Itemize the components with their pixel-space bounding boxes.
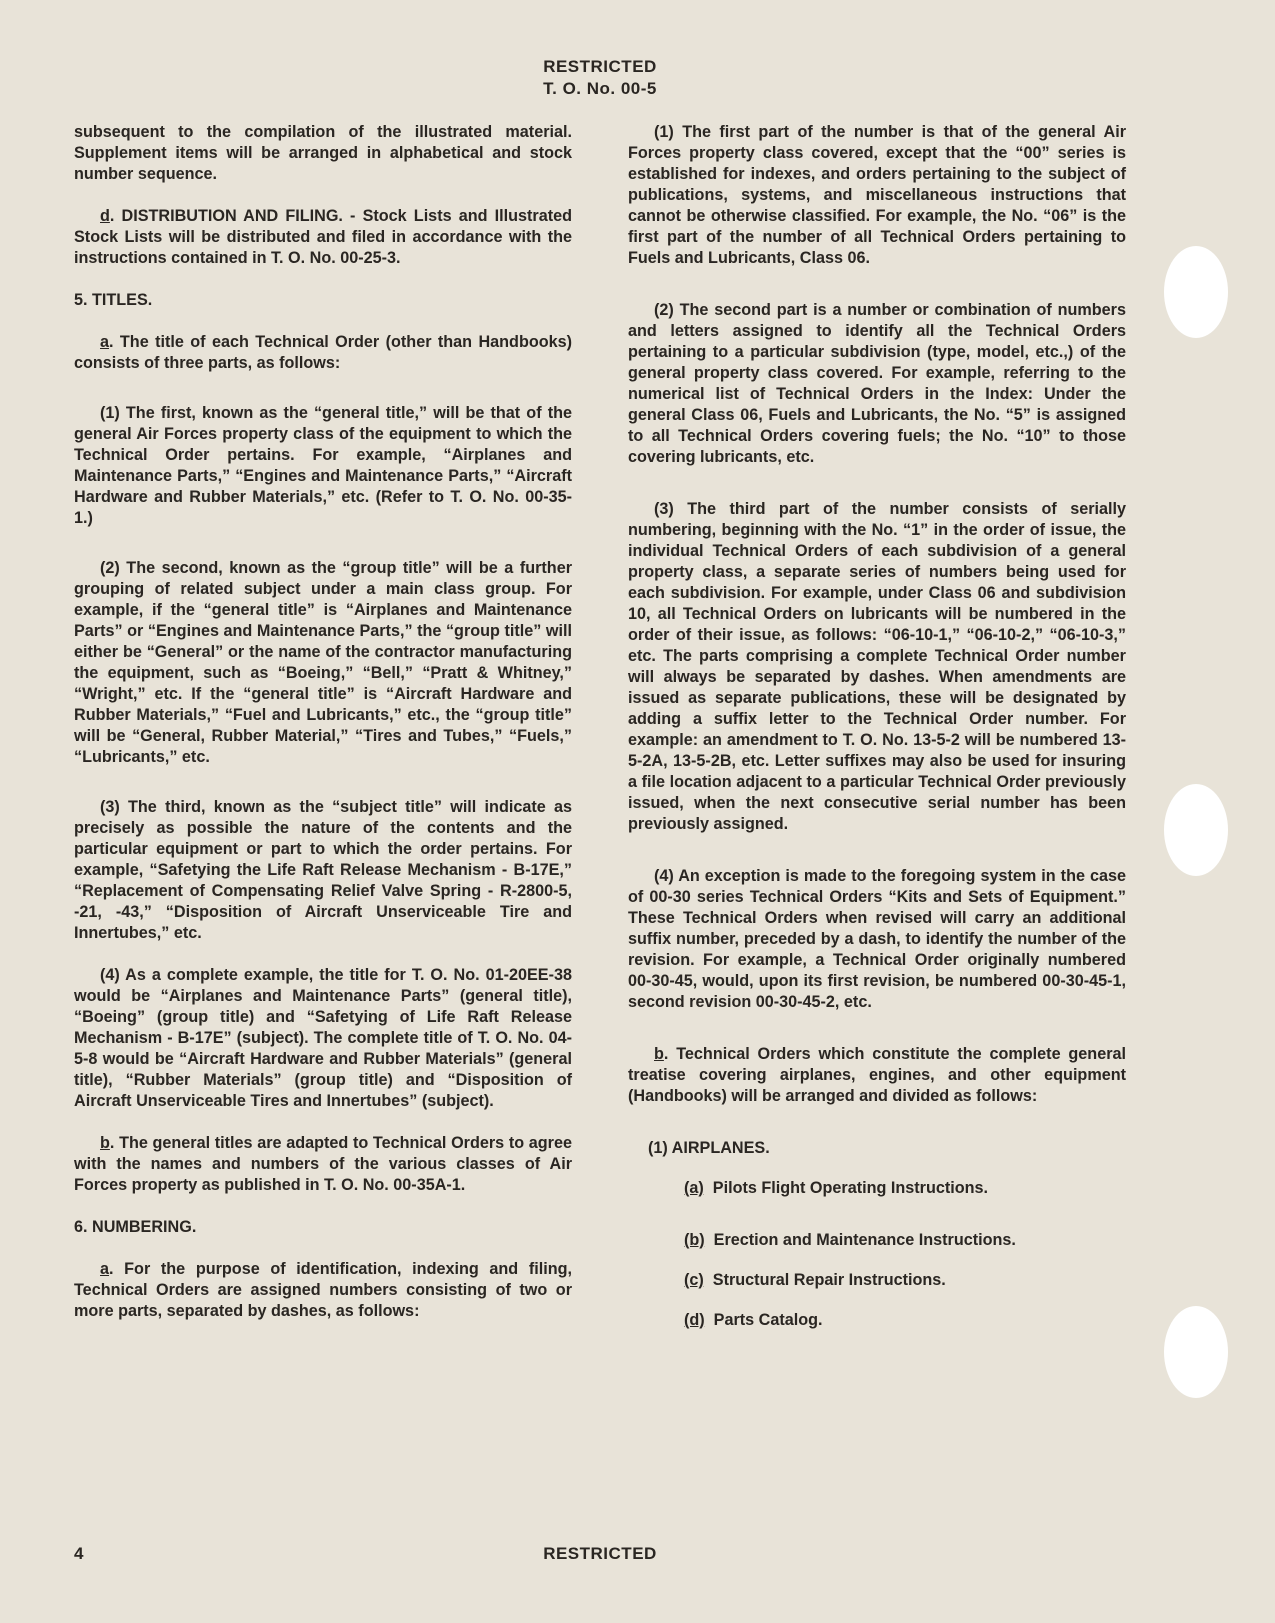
paragraph-complete-example: (4) As a complete example, the title for T. O. No. 01-20EE-38 would be “Airplanes and Maintenance Parts” (general title), “Boeing” (group title) and “Safetying of Life Raft Release Mechanism - B-17E” (subject). The complete title of T. O. No. 04-5-8 would be “Aircraft Hardware and Rubber Materials” (general title), “Rubber Materials” (group title) and “Disposition of Aircraft Unserviceable Tires and Innertubes” (subject). xyxy=(74,966,572,1110)
header-to-number: T. O. No. 00-5 xyxy=(543,79,657,98)
paragraph-first-part: (1) The first part of the number is that of the general Air Forces property class covered, except that the “00” series is established for indexes, and orders pertaining to the subject of publications, systems, and miscellaneous instructions that cannot be otherwise classified. For example, the No. “06” is the first part of the number of all Technical Orders pertaining to Fuels and Lubricants, Class 06. xyxy=(628,123,1126,267)
paragraph-exception: (4) An exception is made to the foregoing system in the case of 00-30 series Technical Orders “Kits and Sets of Equipment.” These Technical Orders when revised will carry an additional suffix number, preceded by a dash, to identify the number of the revision. For example, a Technical Order originally numbered 00-30-45, would, upon its first revision, be numbered 00-30-45-1, second revision 00-30-45-2, etc. xyxy=(628,867,1126,1011)
paragraph-numbering-a: a. For the purpose of identification, indexing and filing, Technical Orders are assigned numbers consisting of two or more parts, separated by dashes, as follows: xyxy=(74,1260,572,1320)
left-column xyxy=(74,122,572,1322)
paragraph-third-part: (3) The third part of the number consists of serially numbering, beginning with the No. “1” in the order of issue, the individual Technical Orders of each subdivision of a general property class, a separate series of numbers being used for each subdivision. For example, under Class 06 and subdivision 10, all Technical Orders on lubricants will be numbered in the order of their issue, as follows: “06-10-1,” “06-10-2,” “06-10-3,” etc. The parts comprising a complete Technical Order number will always be separated by dashes. When amendments are issued as separate publications, these will be designated by adding a suffix letter to the Technical Order number. For example: an amendment to T. O. No. 13-5-2 will be numbered 13-5-2A, 13-5-2B, etc. Letter suffixes may also be used for insuring a file location adjacent to a particular Technical Order previously issued, when the next consecutive serial number has been previously assigned. xyxy=(628,500,1126,833)
section-heading-numbering: 6. NUMBERING. xyxy=(74,1218,197,1236)
header-classification: RESTRICTED xyxy=(543,57,657,76)
section-heading-titles: 5. TITLES. xyxy=(74,291,153,309)
page-header xyxy=(0,56,1200,100)
paragraph-titles-a: a. The title of each Technical Order (other than Handbooks) consists of three parts, as follows: xyxy=(74,333,572,372)
paragraph-subject-title: (3) The third, known as the “subject title” will indicate as precisely as possible the nature of the contents and the particular equipment or part to which the order pertains. For example, “Safetying the Life Raft Release Mechanism - B-17E,” “Replacement of Compensating Relief Valve Spring - R-2800-5, -21, -43,” “Disposition of Aircraft Unserviceable Tire and Innertubes,” etc. xyxy=(74,798,572,942)
list-item: (b) Erection and Maintenance Instructions. xyxy=(684,1231,1016,1249)
paragraph-titles-b: b. The general titles are adapted to Technical Orders to agree with the names and numbers of the various classes of Air Forces property as published in T. O. No. 00-35A-1. xyxy=(74,1134,572,1194)
list-item: (a) Pilots Flight Operating Instructions. xyxy=(684,1179,988,1197)
paragraph-group-title: (2) The second, known as the “group title” will be a further grouping of related subject under a main class group. For example, if the “general title” is “Airplanes and Maintenance Parts” or “Engines and Maintenance Parts,” the “group title” will either be “General” or the name of the contractor manufacturing the equipment, such as “Boeing,” “Bell,” “Pratt & Whitney,” “Wright,” etc. If the “general title” is “Aircraft Hardware and Rubber Materials,” “Fuel and Lubricants,” etc., the “group title” will be “General, Rubber Material,” “Tires and Tubes,” “Fuels,” “Lubricants,” etc. xyxy=(74,559,572,766)
list-item: (c) Structural Repair Instructions. xyxy=(684,1271,946,1289)
paragraph: subsequent to the compilation of the illustrated material. Supplement items will be arranged in alphabetical and stock number sequence. xyxy=(74,123,572,183)
binder-hole xyxy=(1164,1306,1228,1398)
list-item: (d) Parts Catalog. xyxy=(684,1311,823,1329)
binder-hole xyxy=(1164,246,1228,338)
binder-hole xyxy=(1164,784,1228,876)
page-number: 4 xyxy=(74,1544,84,1563)
paragraph-numbering-b: b. Technical Orders which constitute the complete general treatise covering airplanes, engines, and other equipment (Handbooks) will be arranged and divided as follows: xyxy=(628,1045,1126,1105)
subheading-airplanes: (1) AIRPLANES. xyxy=(648,1139,770,1157)
paragraph-second-part: (2) The second part is a number or combination of numbers and letters assigned to identify all the Technical Orders pertaining to a particular subdivision (type, model, etc.,) of the general property class covered. For example, referring to the numerical list of Technical Orders in the Index: Under the general Class 06, Fuels and Lubricants, the No. “5” is assigned to all Technical Orders covering fuels; the No. “10” to those covering lubricants, etc. xyxy=(628,301,1126,466)
paragraph-general-title: (1) The first, known as the “general title,” will be that of the general Air Forces property class of the equipment to which the Technical Order pertains. For example, “Airplanes and Maintenance Parts,” “Engines and Maintenance Parts,” “Aircraft Hardware and Rubber Materials,” etc. (Refer to T. O. No. 00-35-1.) xyxy=(74,404,572,527)
footer-classification: RESTRICTED xyxy=(543,1544,657,1563)
paragraph-distribution: d. DISTRIBUTION AND FILING. - Stock Lists and Illustrated Stock Lists will be distributed and filed in accordance with the instructions contained in T. O. No. 00-25-3. xyxy=(74,207,572,267)
right-column xyxy=(628,122,1126,1331)
